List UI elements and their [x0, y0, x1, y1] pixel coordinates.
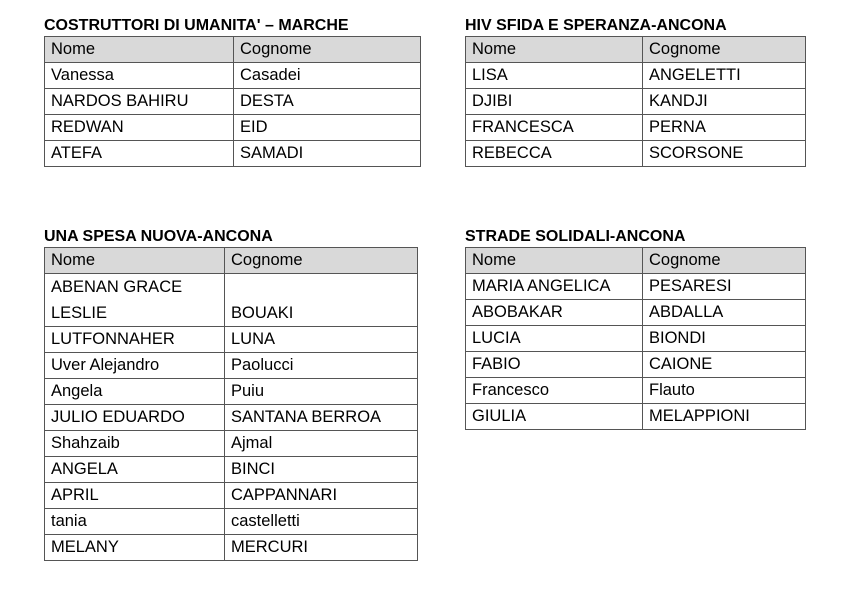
header-cognome: Cognome	[643, 37, 806, 63]
cell-cognome: SCORSONE	[643, 141, 806, 167]
table-header-row	[45, 37, 421, 63]
header-cognome: Cognome	[643, 248, 806, 274]
table-row	[466, 89, 806, 115]
table-row	[45, 63, 421, 89]
cell-nome: ANGELA	[45, 457, 225, 483]
cell-cognome: CAIONE	[643, 352, 806, 378]
cell-cognome: Flauto	[643, 378, 806, 404]
table-header-row	[45, 248, 418, 274]
table-row	[45, 115, 421, 141]
table-row	[45, 274, 418, 327]
cell-nome: MARIA ANGELICA	[466, 274, 643, 300]
cell-cognome: ABDALLA	[643, 300, 806, 326]
cell-nome: Vanessa	[45, 63, 234, 89]
cell-cognome: LUNA	[225, 327, 418, 353]
cell-nome: Francesco	[466, 378, 643, 404]
table-row	[45, 405, 418, 431]
cell-nome: FRANCESCA	[466, 115, 643, 141]
table-row	[45, 431, 418, 457]
cell-cognome: BIONDI	[643, 326, 806, 352]
cell-nome: JULIO EDUARDO	[45, 405, 225, 431]
cell-nome: DJIBI	[466, 89, 643, 115]
cell-cognome: BINCI	[225, 457, 418, 483]
group-title: UNA SPESA NUOVA-ANCONA	[44, 228, 273, 245]
table-row	[45, 483, 418, 509]
table-row	[466, 404, 806, 430]
cell-cognome: Puiu	[225, 379, 418, 405]
cell-nome: APRIL	[45, 483, 225, 509]
cell-nome-line-1: ABENAN GRACE	[51, 278, 183, 296]
table-row	[45, 89, 421, 115]
cell-cognome: PESARESI	[643, 274, 806, 300]
cell-nome: FABIO	[466, 352, 643, 378]
header-nome: Nome	[45, 37, 234, 63]
cell-cognome: Paolucci	[225, 353, 418, 379]
cell-nome: REDWAN	[45, 115, 234, 141]
cell-cognome: SANTANA BERROA	[225, 405, 418, 431]
names-table	[44, 247, 418, 561]
cell-cognome: EID	[234, 115, 421, 141]
header-nome: Nome	[466, 248, 643, 274]
table-row	[45, 509, 418, 535]
cell-cognome: SAMADI	[234, 141, 421, 167]
table-row	[466, 63, 806, 89]
table-row	[466, 326, 806, 352]
cell-nome: ABOBAKAR	[466, 300, 643, 326]
cell-nome: GIULIA	[466, 404, 643, 430]
group-title: COSTRUTTORI DI UMANITA' – MARCHE	[44, 17, 349, 34]
cell-nome: Angela	[45, 379, 225, 405]
table-row	[45, 353, 418, 379]
names-table	[44, 36, 421, 167]
table-row	[466, 378, 806, 404]
header-cognome: Cognome	[234, 37, 421, 63]
cell-cognome: KANDJI	[643, 89, 806, 115]
header-nome: Nome	[466, 37, 643, 63]
cell-cognome: MELAPPIONI	[643, 404, 806, 430]
cell-cognome: BOUAKI	[225, 274, 418, 327]
cell-nome: tania	[45, 509, 225, 535]
table-row	[45, 457, 418, 483]
names-table	[465, 36, 806, 167]
cell-cognome: ANGELETTI	[643, 63, 806, 89]
cell-cognome: CAPPANNARI	[225, 483, 418, 509]
cell-cognome: DESTA	[234, 89, 421, 115]
cell-nome: REBECCA	[466, 141, 643, 167]
table-row	[466, 274, 806, 300]
cell-nome: Shahzaib	[45, 431, 225, 457]
table-row	[45, 535, 418, 561]
table-header-row	[466, 248, 806, 274]
table-row	[45, 379, 418, 405]
table-row	[466, 352, 806, 378]
table-row	[466, 115, 806, 141]
group-costruttori-di-umanita	[44, 16, 421, 167]
cell-nome: LISA	[466, 63, 643, 89]
cell-nome: MELANY	[45, 535, 225, 561]
group-una-spesa-nuova	[44, 227, 418, 561]
cell-nome	[45, 274, 225, 327]
table-header-row	[466, 37, 806, 63]
header-cognome: Cognome	[225, 248, 418, 274]
group-hiv-sfida-e-speranza	[465, 16, 806, 167]
names-table	[465, 247, 806, 430]
table-row	[45, 327, 418, 353]
cell-cognome: Ajmal	[225, 431, 418, 457]
table-row	[466, 300, 806, 326]
group-title: HIV SFIDA E SPERANZA-ANCONA	[465, 17, 727, 34]
cell-cognome: Casadei	[234, 63, 421, 89]
cell-cognome: castelletti	[225, 509, 418, 535]
cell-nome: LUTFONNAHER	[45, 327, 225, 353]
cell-nome: NARDOS BAHIRU	[45, 89, 234, 115]
cell-nome-line-2: LESLIE	[51, 304, 107, 322]
table-row	[45, 141, 421, 167]
header-nome: Nome	[45, 248, 225, 274]
cell-cognome: MERCURI	[225, 535, 418, 561]
group-strade-solidali	[465, 227, 806, 430]
cell-nome: LUCIA	[466, 326, 643, 352]
cell-nome: ATEFA	[45, 141, 234, 167]
group-title: STRADE SOLIDALI-ANCONA	[465, 228, 686, 245]
table-row	[466, 141, 806, 167]
cell-nome: Uver Alejandro	[45, 353, 225, 379]
cell-cognome: PERNA	[643, 115, 806, 141]
